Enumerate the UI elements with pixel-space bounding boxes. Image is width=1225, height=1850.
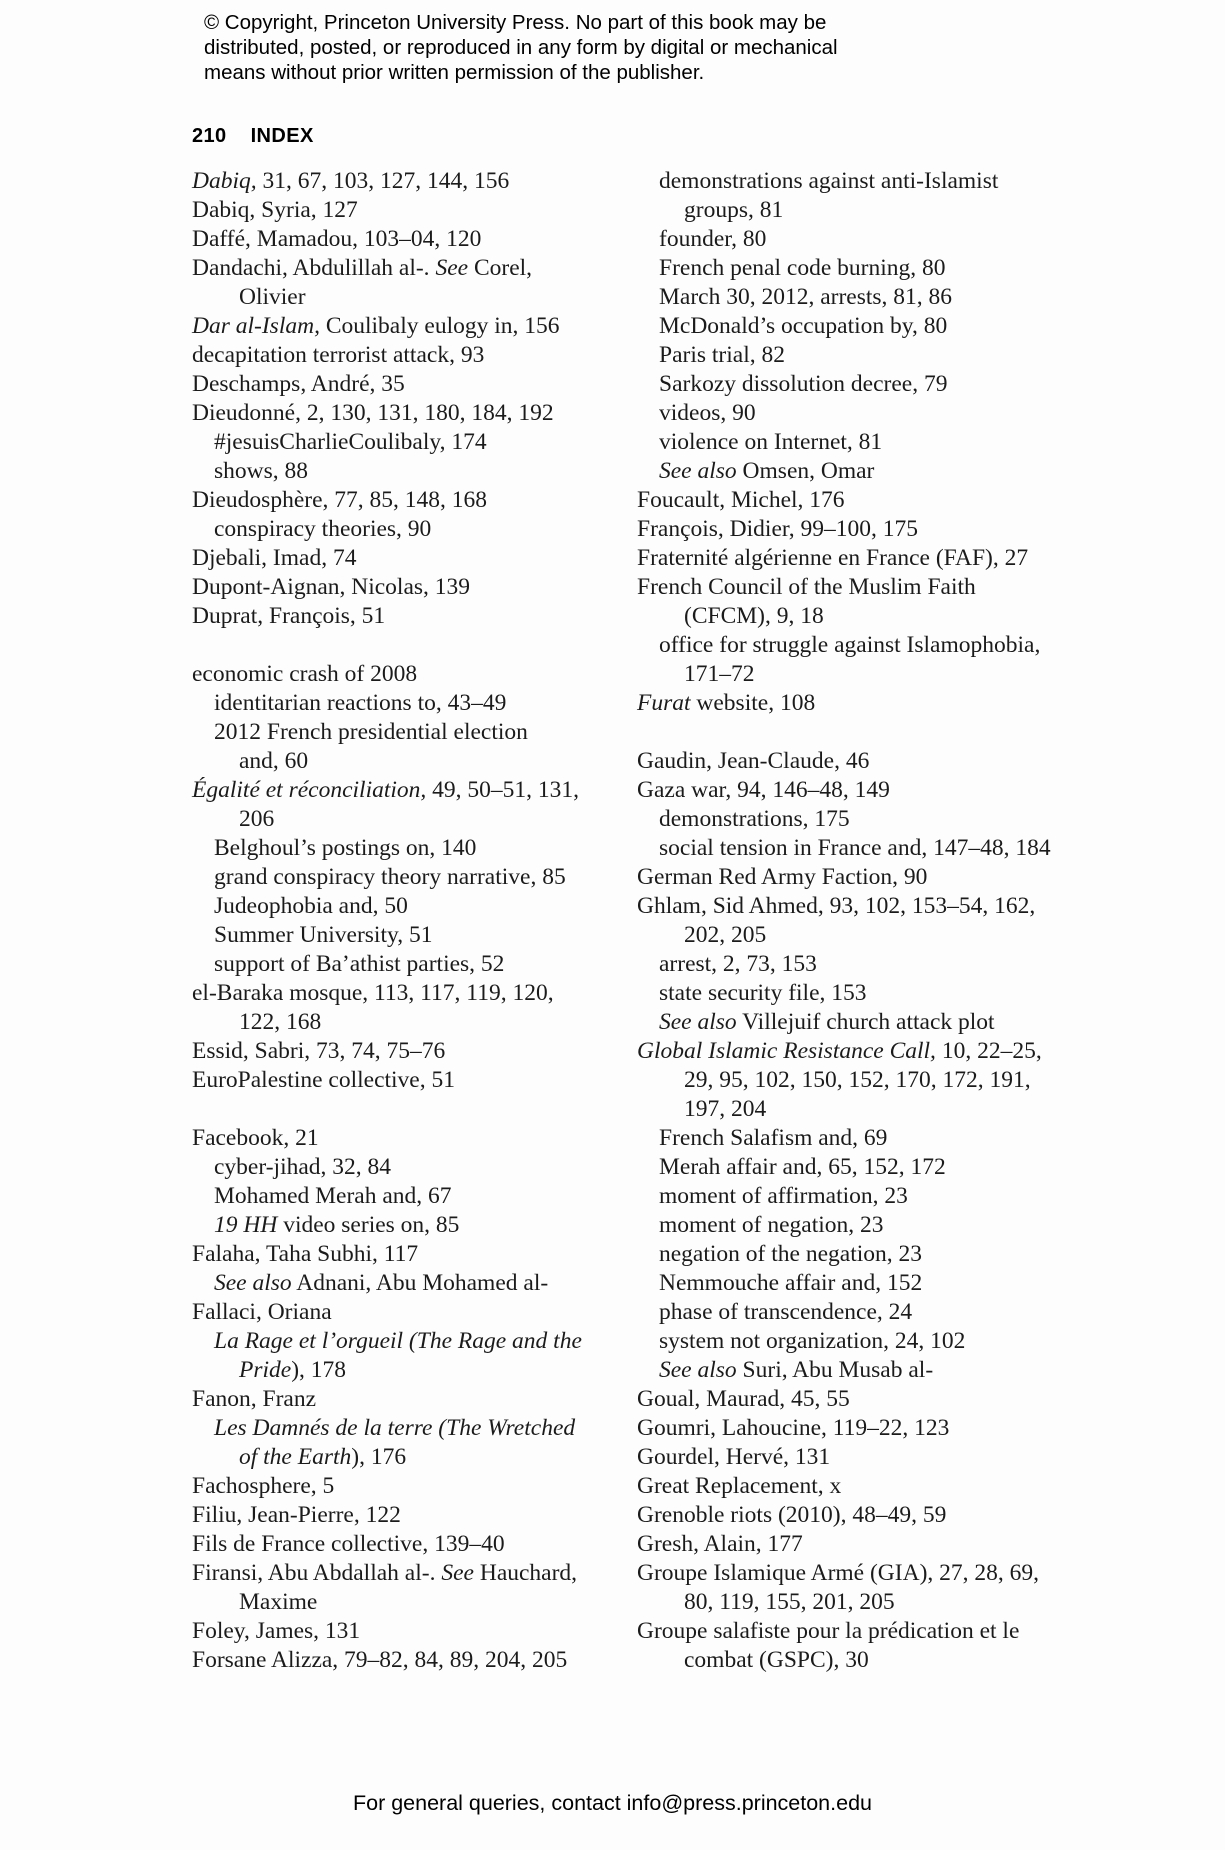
index-entry-line [637, 1530, 1057, 1559]
entry-text: French Salafism and, 69 [659, 1125, 888, 1151]
entry-text: Hauchard, [473, 1560, 578, 1586]
entry-text: McDonald’s occupation by, 80 [659, 313, 948, 339]
index-entry-line [637, 1298, 1057, 1327]
entry-text: (CFCM), 9, 18 [684, 603, 824, 629]
index-entry-line [192, 1240, 592, 1269]
entry-text: Facebook, 21 [192, 1125, 319, 1151]
entry-text: 31, 67, 103, 127, 144, 156 [256, 168, 510, 194]
entry-text: 197, 204 [684, 1096, 767, 1122]
entry-gap [192, 1095, 592, 1124]
index-entry-line [637, 979, 1057, 1008]
entry-text: Mohamed Merah and, 67 [214, 1183, 452, 1209]
entry-text: Firansi, Abu Abdallah al-. [192, 1560, 442, 1586]
entry-text: 2012 French presidential election [214, 719, 528, 745]
entry-text: Judeophobia and, 50 [214, 893, 408, 919]
index-entry-line [192, 370, 592, 399]
index-entry-line [637, 1588, 1057, 1617]
footer-contact: For general queries, contact info@press.princeton.edu [352, 1791, 872, 1815]
entry-text: 80, 119, 155, 201, 205 [684, 1589, 895, 1615]
index-entry-line [192, 1559, 592, 1588]
entry-text: Gresh, Alain, 177 [637, 1531, 803, 1557]
index-entry-line [637, 631, 1057, 660]
entry-text: Goual, Maurad, 45, 55 [637, 1386, 850, 1412]
entry-text: Sarkozy dissolution decree, 79 [659, 371, 948, 397]
entry-text: phase of transcendence, 24 [659, 1299, 913, 1325]
entry-text: Foley, James, 131 [192, 1618, 361, 1644]
copyright-line: means without prior written permission of the publisher. [204, 61, 705, 84]
entry-text: combat (GSPC), 30 [684, 1647, 869, 1673]
entry-text: groups, 81 [684, 197, 784, 223]
entry-text: office for struggle against Islamophobia, [659, 632, 1041, 658]
italic-text: See [435, 255, 469, 281]
index-entry-line [637, 457, 1057, 486]
index-entry-line [192, 1327, 592, 1356]
index-left-column [192, 167, 592, 1675]
index-entry-line [637, 1182, 1057, 1211]
italic-text: See also [659, 458, 737, 484]
entry-text: Dandachi, Abdulillah al-. [192, 255, 436, 281]
index-entry-line [637, 747, 1057, 776]
entry-text: Villejuif church attack plot [736, 1009, 995, 1035]
entry-text: Gaudin, Jean-Claude, 46 [637, 748, 870, 774]
entry-text: 122, 168 [239, 1009, 322, 1035]
index-entry-line [192, 1588, 592, 1617]
entry-text: 49, 50–51, 131, [426, 777, 580, 803]
index-entry-line [192, 1646, 592, 1675]
entry-text: Grenoble riots (2010), 48–49, 59 [637, 1502, 947, 1528]
entry-text: EuroPalestine collective, 51 [192, 1067, 455, 1093]
index-entry-line [192, 689, 592, 718]
index-entry-line [192, 1472, 592, 1501]
index-entry-line [192, 1414, 592, 1443]
copyright-notice [204, 10, 838, 85]
entry-text: Fanon, Franz [192, 1386, 317, 1412]
entry-text: German Red Army Faction, 90 [637, 864, 928, 890]
entry-text: ), 178 [291, 1357, 347, 1383]
index-entry-line [192, 776, 592, 805]
index-entry-line [637, 805, 1057, 834]
index-entry-line [637, 312, 1057, 341]
index-entry-line [192, 718, 592, 747]
entry-text: Groupe Islamique Armé (GIA), 27, 28, 69, [637, 1560, 1040, 1586]
index-entry-line [637, 225, 1057, 254]
entry-text: French penal code burning, 80 [659, 255, 946, 281]
index-entry-line [192, 1124, 592, 1153]
entry-text: economic crash of 2008 [192, 661, 418, 687]
entry-text: Daffé, Mamadou, 103–04, 120 [192, 226, 482, 252]
index-entry-line [192, 1066, 592, 1095]
entry-text: and, 60 [239, 748, 309, 774]
entry-text: Corel, [468, 255, 533, 281]
entry-text: 10, 22–25, [935, 1038, 1042, 1064]
index-entry-line [192, 747, 592, 776]
entry-text: video series on, 85 [277, 1212, 460, 1238]
entry-text: French Council of the Muslim Faith [637, 574, 976, 600]
index-entry-line [637, 1646, 1057, 1675]
entry-text: Falaha, Taha Subhi, 117 [192, 1241, 419, 1267]
entry-text: Essid, Sabri, 73, 74, 75–76 [192, 1038, 446, 1064]
entry-gap [637, 718, 1057, 747]
entry-gap [192, 631, 592, 660]
index-entry-line [192, 573, 592, 602]
index-entry-line [192, 225, 592, 254]
index-entry-line [192, 196, 592, 225]
entry-text: Foucault, Michel, 176 [637, 487, 845, 513]
entry-text: decapitation terrorist attack, 93 [192, 342, 485, 368]
index-entry-line [637, 1153, 1057, 1182]
index-entry-line [192, 1182, 592, 1211]
index-entry-line [192, 892, 592, 921]
entry-text: founder, 80 [659, 226, 767, 252]
index-entry-line [637, 1037, 1057, 1066]
index-entry-line [192, 399, 592, 428]
entry-text: Summer University, 51 [214, 922, 433, 948]
entry-text: François, Didier, 99–100, 175 [637, 516, 919, 542]
italic-text: 19 HH [214, 1212, 278, 1238]
entry-text: Fachosphere, 5 [192, 1473, 335, 1499]
index-entry-line [637, 1385, 1057, 1414]
index-entry-line [637, 1414, 1057, 1443]
entry-text: conspiracy theories, 90 [214, 516, 432, 542]
entry-text: Suri, Abu Musab al- [736, 1357, 934, 1383]
index-entry-line [637, 921, 1057, 950]
italic-text: Pride [239, 1357, 292, 1383]
entry-text: Fallaci, Oriana [192, 1299, 332, 1325]
index-entry-line [637, 1269, 1057, 1298]
index-entry-line [637, 834, 1057, 863]
entry-text: Gourdel, Hervé, 131 [637, 1444, 831, 1470]
entry-text: Groupe salafiste pour la prédication et le [637, 1618, 1020, 1644]
index-entry-line [637, 863, 1057, 892]
index-entry-line [192, 283, 592, 312]
entry-text: Dieudonné, 2, 130, 131, 180, 184, 192 [192, 400, 554, 426]
entry-text: Ghlam, Sid Ahmed, 93, 102, 153–54, 162, [637, 893, 1036, 919]
italic-text: La Rage et l’orgueil (The Rage and the [214, 1328, 582, 1354]
index-entry-line [192, 921, 592, 950]
index-entry-line [192, 341, 592, 370]
entry-text: shows, 88 [214, 458, 309, 484]
entry-text: negation of the negation, 23 [659, 1241, 922, 1267]
page-number: 210 [192, 125, 227, 147]
entry-text: #jesuisCharlieCoulibaly, 174 [214, 429, 487, 455]
index-entry-line [637, 1356, 1057, 1385]
index-entry-line [192, 805, 592, 834]
entry-text: demonstrations against anti-Islamist [659, 168, 999, 194]
index-entry-line [192, 428, 592, 457]
index-entry-line [637, 1617, 1057, 1646]
running-head [192, 125, 314, 148]
italic-text: Égalité et réconciliation, [192, 777, 427, 803]
index-entry-line [637, 1501, 1057, 1530]
index-entry-line [637, 399, 1057, 428]
entry-text: website, 108 [690, 690, 816, 716]
entry-text: Goumri, Lahoucine, 119–22, 123 [637, 1415, 950, 1441]
entry-text: Dupont-Aignan, Nicolas, 139 [192, 574, 471, 600]
entry-text: demonstrations, 175 [659, 806, 850, 832]
entry-text: cyber-jihad, 32, 84 [214, 1154, 392, 1180]
index-entry-line [637, 1327, 1057, 1356]
entry-text: Belghoul’s postings on, 140 [214, 835, 477, 861]
entry-text: ), 176 [351, 1444, 407, 1470]
entry-text: 29, 95, 102, 150, 152, 170, 172, 191, [684, 1067, 1031, 1093]
index-entry-line [637, 689, 1057, 718]
index-entry-line [192, 1617, 592, 1646]
entry-text: system not organization, 24, 102 [659, 1328, 966, 1354]
entry-text: moment of affirmation, 23 [659, 1183, 908, 1209]
index-entry-line [192, 1501, 592, 1530]
italic-text: Dabiq, [192, 168, 257, 194]
index-entry-line [192, 1298, 592, 1327]
entry-text: Duprat, François, 51 [192, 603, 386, 629]
entry-text: Nemmouche affair and, 152 [659, 1270, 923, 1296]
entry-text: Olivier [239, 284, 306, 310]
italic-text: Dar al-Islam, [192, 313, 320, 339]
index-entry-line [637, 1472, 1057, 1501]
entry-text: Dabiq, Syria, 127 [192, 197, 358, 223]
entry-text: videos, 90 [659, 400, 756, 426]
index-entry-line [192, 1211, 592, 1240]
italic-text: See also [659, 1009, 737, 1035]
index-entry-line [637, 573, 1057, 602]
index-entry-line [192, 544, 592, 573]
index-entry-line [637, 776, 1057, 805]
entry-text: 171–72 [684, 661, 755, 687]
index-entry-line [192, 486, 592, 515]
entry-text: support of Ba’athist parties, 52 [214, 951, 505, 977]
index-entry-line [637, 950, 1057, 979]
entry-text: Fraternité algérienne en France (FAF), 27 [637, 545, 1029, 571]
entry-text: Forsane Alizza, 79–82, 84, 89, 204, 205 [192, 1647, 568, 1673]
index-entry-line [192, 1153, 592, 1182]
index-entry-line [637, 544, 1057, 573]
index-entry-line [637, 486, 1057, 515]
index-entry-line [637, 254, 1057, 283]
index-entry-line [192, 950, 592, 979]
index-entry-line [637, 196, 1057, 225]
index-entry-line [637, 1008, 1057, 1037]
index-right-column [637, 167, 1057, 1675]
index-entry-line [192, 660, 592, 689]
entry-text: Gaza war, 94, 146–48, 149 [637, 777, 890, 803]
index-entry-line [637, 892, 1057, 921]
index-entry-line [192, 1385, 592, 1414]
entry-text: moment of negation, 23 [659, 1212, 884, 1238]
index-entry-line [637, 1443, 1057, 1472]
entry-text: identitarian reactions to, 43–49 [214, 690, 507, 716]
entry-text: Djebali, Imad, 74 [192, 545, 357, 571]
italic-text: of the Earth [239, 1444, 352, 1470]
index-entry-line [637, 1559, 1057, 1588]
entry-text: 206 [239, 806, 275, 832]
index-entry-line [192, 167, 592, 196]
entry-text: arrest, 2, 73, 153 [659, 951, 817, 977]
index-entry-line [637, 1211, 1057, 1240]
index-entry-line [192, 1037, 592, 1066]
index-entry-line [192, 1443, 592, 1472]
entry-text: grand conspiracy theory narrative, 85 [214, 864, 566, 890]
entry-text: state security file, 153 [659, 980, 867, 1006]
italic-text: See [441, 1560, 474, 1586]
index-entry-line [637, 1240, 1057, 1269]
entry-text: Coulibaly eulogy in, 156 [319, 313, 560, 339]
index-entry-line [192, 979, 592, 1008]
index-entry-line [192, 834, 592, 863]
index-entry-line [637, 515, 1057, 544]
index-entry-line [637, 1095, 1057, 1124]
entry-text: Paris trial, 82 [659, 342, 785, 368]
italic-text: Global Islamic Resistance Call, [637, 1038, 936, 1064]
index-entry-line [192, 1530, 592, 1559]
copyright-line: © Copyright, Princeton University Press. No part of this book may be [204, 11, 827, 34]
copyright-line: distributed, posted, or reproduced in any form by digital or mechanical [204, 36, 838, 59]
entry-text: March 30, 2012, arrests, 81, 86 [659, 284, 953, 310]
entry-text: el-Baraka mosque, 113, 117, 119, 120, [192, 980, 554, 1006]
index-entry-line [192, 312, 592, 341]
section-title: INDEX [250, 125, 314, 147]
entry-text: Filiu, Jean-Pierre, 122 [192, 1502, 401, 1528]
index-entry-line [192, 457, 592, 486]
italic-text: See also [214, 1270, 292, 1296]
index-entry-line [192, 515, 592, 544]
entry-text: social tension in France and, 147–48, 184 [659, 835, 1051, 861]
entry-text: Merah affair and, 65, 152, 172 [659, 1154, 946, 1180]
index-entry-line [192, 602, 592, 631]
entry-text: Deschamps, André, 35 [192, 371, 405, 397]
index-entry-line [192, 1356, 592, 1385]
italic-text: Furat [637, 690, 691, 716]
index-entry-line [637, 602, 1057, 631]
entry-text: Adnani, Abu Mohamed al- [291, 1270, 549, 1296]
italic-text: See also [659, 1357, 737, 1383]
index-entry-line [192, 1008, 592, 1037]
index-entry-line [637, 167, 1057, 196]
index-entry-line [637, 1066, 1057, 1095]
entry-text: violence on Internet, 81 [659, 429, 883, 455]
index-entry-line [637, 370, 1057, 399]
index-entry-line [192, 1269, 592, 1298]
entry-text: Omsen, Omar [736, 458, 875, 484]
italic-text: Les Damnés de la terre (The Wretched [214, 1415, 576, 1441]
index-entry-line [192, 863, 592, 892]
entry-text: 202, 205 [684, 922, 767, 948]
index-entry-line [637, 660, 1057, 689]
index-entry-line [637, 283, 1057, 312]
index-entry-line [637, 428, 1057, 457]
entry-text: Dieudosphère, 77, 85, 148, 168 [192, 487, 488, 513]
index-entry-line [637, 1124, 1057, 1153]
entry-text: Great Replacement, x [637, 1473, 842, 1499]
index-entry-line [637, 341, 1057, 370]
index-entry-line [192, 254, 592, 283]
entry-text: Maxime [239, 1589, 318, 1615]
entry-text: Fils de France collective, 139–40 [192, 1531, 505, 1557]
